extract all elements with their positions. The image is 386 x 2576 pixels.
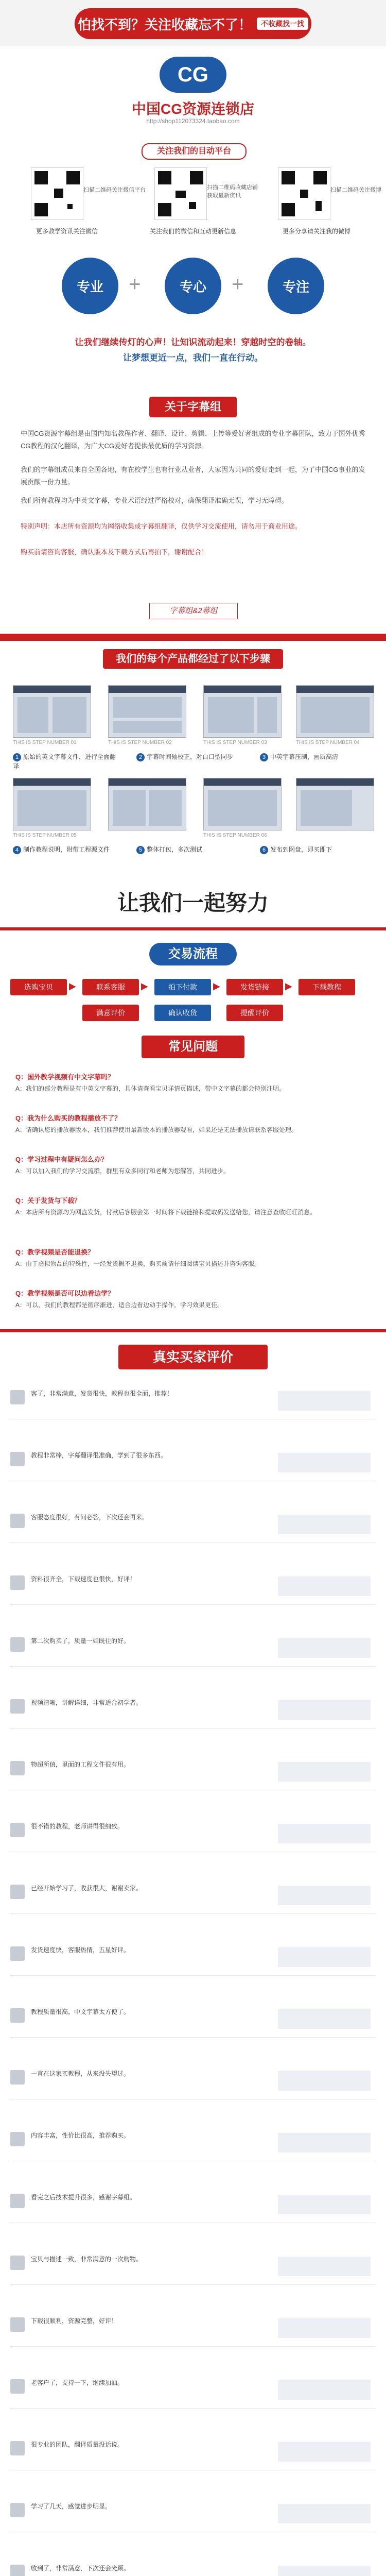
avatar	[10, 2503, 25, 2517]
step-caption: THIS IS STEP NUMBER 03	[203, 740, 267, 745]
review-item	[10, 2128, 376, 2161]
arrow-right-icon: ▶	[213, 981, 220, 991]
step-tip: 2 字幕时间轴校正，对白口型同步	[136, 752, 239, 761]
avatar	[10, 1885, 25, 1899]
about-signature: 字幕组&2幕组	[149, 603, 238, 619]
arrow-right-icon: ▶	[69, 981, 76, 991]
process-step: 确认收货	[154, 1005, 211, 1021]
review-item	[10, 2313, 376, 2347]
review-user-box	[278, 2133, 371, 2153]
process-step: 选购宝贝	[10, 979, 67, 995]
review-user-box	[278, 2257, 371, 2276]
avatar	[10, 1761, 25, 1775]
reviews-title: 真实买家评价	[118, 1345, 268, 1369]
avatar	[10, 2441, 25, 2455]
review-user-box	[278, 1700, 371, 1720]
avatar	[10, 2132, 25, 2146]
faq-answer: A：可以加入我们的学习交流群，群里有众多同行和老师为您解答，共同进步。	[15, 1167, 230, 1175]
review-item	[10, 2190, 376, 2223]
review-user-box	[278, 1577, 371, 1596]
review-user-box	[278, 1391, 371, 1411]
step-caption: THIS IS STEP NUMBER 05	[13, 833, 77, 838]
review-text: 很专业的团队，翻译质量没话说。	[31, 2441, 124, 2448]
step-caption: THIS IS STEP NUMBER 06	[203, 833, 267, 838]
step-screenshot	[13, 685, 91, 738]
faq-answer: A：本店所有资源均为网盘发货，付款后客服会第一时间将下载链接和提取码发送给您，请注意查收旺旺消息。	[15, 1209, 317, 1216]
review-item	[10, 2499, 376, 2532]
review-item	[10, 1880, 376, 1914]
pillar-focused: 专注	[268, 258, 324, 314]
products-title: 我们的每个产品都经过了以下步骤	[103, 649, 283, 669]
process-title: 交易流程	[149, 943, 237, 965]
avatar	[10, 2317, 25, 2332]
arrow-right-icon: ▶	[141, 981, 148, 991]
review-text: 教程非常棒，字幕翻译很准确，学到了很多东西。	[31, 1452, 167, 1459]
avatar	[10, 2194, 25, 2208]
divider	[0, 634, 386, 641]
about-notice: 特别声明：本店所有资源均为网络收集或字幕组翻译，仅供学习交流使用，请勿用于商业用途。	[21, 522, 302, 530]
avatar	[10, 1946, 25, 1961]
motto-line-2: 让梦想更近一点，我们一直在行动。	[123, 353, 263, 363]
review-text: 物超所值，里面的工程文件很有用。	[31, 1761, 130, 1768]
avatar	[10, 2256, 25, 2270]
step-tip: 6 发布到网盘，即买即下	[260, 845, 363, 854]
plus-icon: +	[232, 273, 244, 296]
review-item	[10, 1571, 376, 1605]
follow-title: 关注我们的目动平台	[142, 143, 247, 160]
qr-label-3: 扫描二维码关注微博	[330, 187, 381, 193]
about-paragraph: 我们所有教程均为中英文字幕，专业术语经过严格校对，确保翻译准确无误，学习无障碍。	[21, 497, 289, 504]
step-screenshot	[13, 778, 91, 831]
process-step: 联系客服	[82, 979, 139, 995]
review-item	[10, 1757, 376, 1790]
faq-question: Q：我为什么购买的教程播放不了？	[15, 1114, 121, 1122]
qr-caption-1: 更多教学资讯关注微信	[36, 228, 98, 235]
review-text: 第二次购买了，质量一如既往的好。	[31, 1637, 130, 1645]
qr-code-wechat[interactable]	[31, 167, 83, 220]
review-item	[10, 1510, 376, 1543]
step-caption: THIS IS STEP NUMBER 02	[108, 740, 172, 745]
step-tip: 4 制作教程说明，附带工程源文件	[13, 845, 116, 854]
review-item	[10, 1633, 376, 1667]
faq-title: 常见问题	[142, 1036, 244, 1058]
step-tip: 5 整体打包，多次测试	[136, 845, 239, 854]
about-notice: 购买前请咨询客服，确认版本及下载方式后再拍下，谢谢配合！	[21, 548, 208, 556]
about-title: 关于字幕组	[149, 397, 237, 417]
about-paragraph: 中国CG资源字幕组是由国内知名教程作者、翻译、设计、剪辑、上传等爱好者组成的专业字幕团队，致力于国外优秀CG教程的汉化翻译，为广大CG爱好者提供最优质的学习资源。	[21, 430, 365, 450]
review-item	[10, 2066, 376, 2099]
avatar	[10, 2070, 25, 2084]
pillar-professional: 专业	[62, 258, 118, 314]
review-text: 资料很齐全，下载速度也很快，好评！	[31, 1575, 136, 1583]
avatar	[10, 1575, 25, 1590]
review-text: 教程质量很高，中文字幕太方便了。	[31, 2008, 130, 2015]
favorite-banner	[0, 0, 386, 46]
store-name: 中国CG资源连锁店	[131, 101, 254, 117]
plus-icon: +	[129, 273, 141, 296]
qr-label-2: 扫描二维码收藏店铺 获取最新资讯	[207, 184, 258, 199]
favorite-text: 怕找不到？关注收藏忘不了！	[77, 16, 252, 32]
review-user-box	[278, 1947, 371, 1967]
step-caption: THIS IS STEP NUMBER 01	[13, 740, 77, 745]
avatar	[10, 2379, 25, 2394]
slogan: 让我们一起努力	[117, 892, 269, 916]
review-item	[10, 2437, 376, 2470]
review-user-box	[278, 1453, 371, 1472]
review-item	[10, 1386, 376, 1419]
avatar	[10, 1823, 25, 1837]
process-step: 满意评价	[82, 1005, 139, 1021]
review-item	[10, 2561, 376, 2576]
step-screenshot	[108, 778, 186, 831]
faq-question: Q：关于发货与下载？	[15, 1197, 81, 1205]
qr-code-store[interactable]	[154, 167, 207, 220]
review-user-box	[278, 2504, 371, 2523]
qr-caption-2: 关注我们的微信和互动更新信息	[149, 228, 236, 235]
review-user-box	[278, 1638, 371, 1658]
process-step: 提醒评价	[226, 1005, 283, 1021]
avatar	[10, 1699, 25, 1714]
review-text: 看完之后技术提升很多，感谢字幕组。	[31, 2194, 136, 2201]
divider	[0, 1329, 386, 1332]
review-user-box	[278, 2009, 371, 2029]
review-user-box	[278, 2380, 371, 2400]
review-user-box	[278, 1762, 371, 1782]
qr-caption-3: 更多分享请关注我的微博	[282, 228, 350, 235]
avatar	[10, 1390, 25, 1404]
review-user-box	[278, 1824, 371, 1843]
review-text: 老客户了，支持一下，继续加油。	[31, 2379, 124, 2386]
avatar	[10, 1637, 25, 1652]
review-text: 宝贝与描述一致，非常满意的一次购物。	[31, 2256, 143, 2263]
review-item	[10, 1695, 376, 1728]
divider	[0, 927, 386, 930]
faq-question: Q：教学视频是否能退换？	[15, 1248, 95, 1256]
step-tip: 3 中英字幕压制，画质高清	[260, 752, 363, 761]
qr-label-1: 扫描二维码关注微信平台	[83, 187, 146, 193]
review-user-box	[278, 1515, 371, 1534]
review-text: 内容丰富，性价比很高，推荐购买。	[31, 2132, 130, 2139]
favorite-badge: 不收藏找一找	[257, 18, 308, 30]
review-item	[10, 1942, 376, 1976]
qr-code-weibo[interactable]	[278, 167, 330, 220]
step-screenshot	[296, 685, 374, 738]
process-step: 下载教程	[299, 979, 355, 995]
step-screenshot	[108, 685, 186, 738]
review-text: 客服态度很好，有问必答，下次还会再来。	[31, 1514, 149, 1521]
review-text: 视频清晰，讲解详细，非常适合初学者。	[31, 1699, 143, 1706]
faq-question: Q：学习过程中有疑问怎么办？	[15, 1156, 108, 1163]
faq-answer: A：请确认您的播放器版本，我们推荐使用最新版本的播放器观看，如果还是无法播放请联系客服处理。	[15, 1126, 298, 1133]
process-step: 发货链接	[226, 979, 283, 995]
favorite-button[interactable]	[75, 8, 311, 39]
faq-answer: A：由于虚拟物品的特殊性，一经发货概不退换，购买前请仔细阅读宝贝描述并咨询客服。	[15, 1260, 261, 1267]
review-user-box	[278, 2442, 371, 2462]
review-text: 收到了，非常满意，下次还会光顾。	[31, 2565, 130, 2572]
step-screenshot	[203, 778, 282, 831]
review-text: 客了，非常满意，发货很快，教程也很全面，推荐！	[31, 1390, 173, 1397]
faq-answer: A：我们的部分教程是有中英文字幕的，具体请查看宝贝详情页描述，带中文字幕的都会特别注明。	[15, 1085, 286, 1092]
review-item	[10, 1448, 376, 1481]
review-text: 发货速度快，客服热情，五星好评。	[31, 1946, 130, 1954]
avatar	[10, 2565, 25, 2576]
step-screenshot	[296, 778, 374, 831]
review-user-box	[278, 2071, 371, 2091]
review-text: 已经开始学习了，收获很大，谢谢卖家。	[31, 1885, 143, 1892]
review-user-box	[278, 1886, 371, 1905]
review-text: 一直在这家买教程，从来没失望过。	[31, 2070, 130, 2077]
review-text: 下载很顺利，资源完整，好评！	[31, 2317, 118, 2325]
step-screenshot	[203, 685, 282, 738]
review-text: 学习了几天，感觉进步明显。	[31, 2503, 112, 2510]
motto-line-1: 让我们继续传灯的心声！让知识流动起来！穿越时空的卷轴。	[75, 337, 311, 347]
review-user-box	[278, 2318, 371, 2338]
arrow-right-icon: ▶	[285, 981, 292, 991]
about-paragraph: 我们的字幕组成员来自全国各地，有在校学生也有行业从业者，大家因为共同的爱好走到一起，为了中国CG事业的发展贡献一份力量。	[21, 466, 365, 486]
store-url[interactable]: http://shop112073324.taobao.com	[146, 117, 240, 125]
faq-answer: A：可以，我们的教程都是循序渐进，适合边看边动手操作，学习效果更佳。	[15, 1301, 224, 1309]
avatar	[10, 1514, 25, 1528]
review-text: 很不错的教程，老师讲得很细致。	[31, 1823, 124, 1830]
faq-question: Q：教学视频是否可以边看边学？	[15, 1290, 115, 1297]
review-item	[10, 2375, 376, 2409]
review-item	[10, 2251, 376, 2285]
step-tip: 1 原始的英文字幕文件，进行全面翻译	[13, 753, 116, 770]
avatar	[10, 1452, 25, 1466]
step-caption: THIS IS STEP NUMBER 04	[296, 740, 360, 745]
review-user-box	[278, 2195, 371, 2214]
review-item	[10, 1819, 376, 1852]
faq-question: Q：国外教学视频有中文字幕吗？	[15, 1073, 115, 1081]
review-item	[10, 2004, 376, 2038]
process-step: 拍下付款	[154, 979, 211, 995]
store-logo[interactable]: CG	[160, 57, 226, 93]
avatar	[10, 2008, 25, 2023]
pillar-dedicated: 专心	[165, 258, 221, 314]
review-user-box	[278, 2566, 371, 2576]
